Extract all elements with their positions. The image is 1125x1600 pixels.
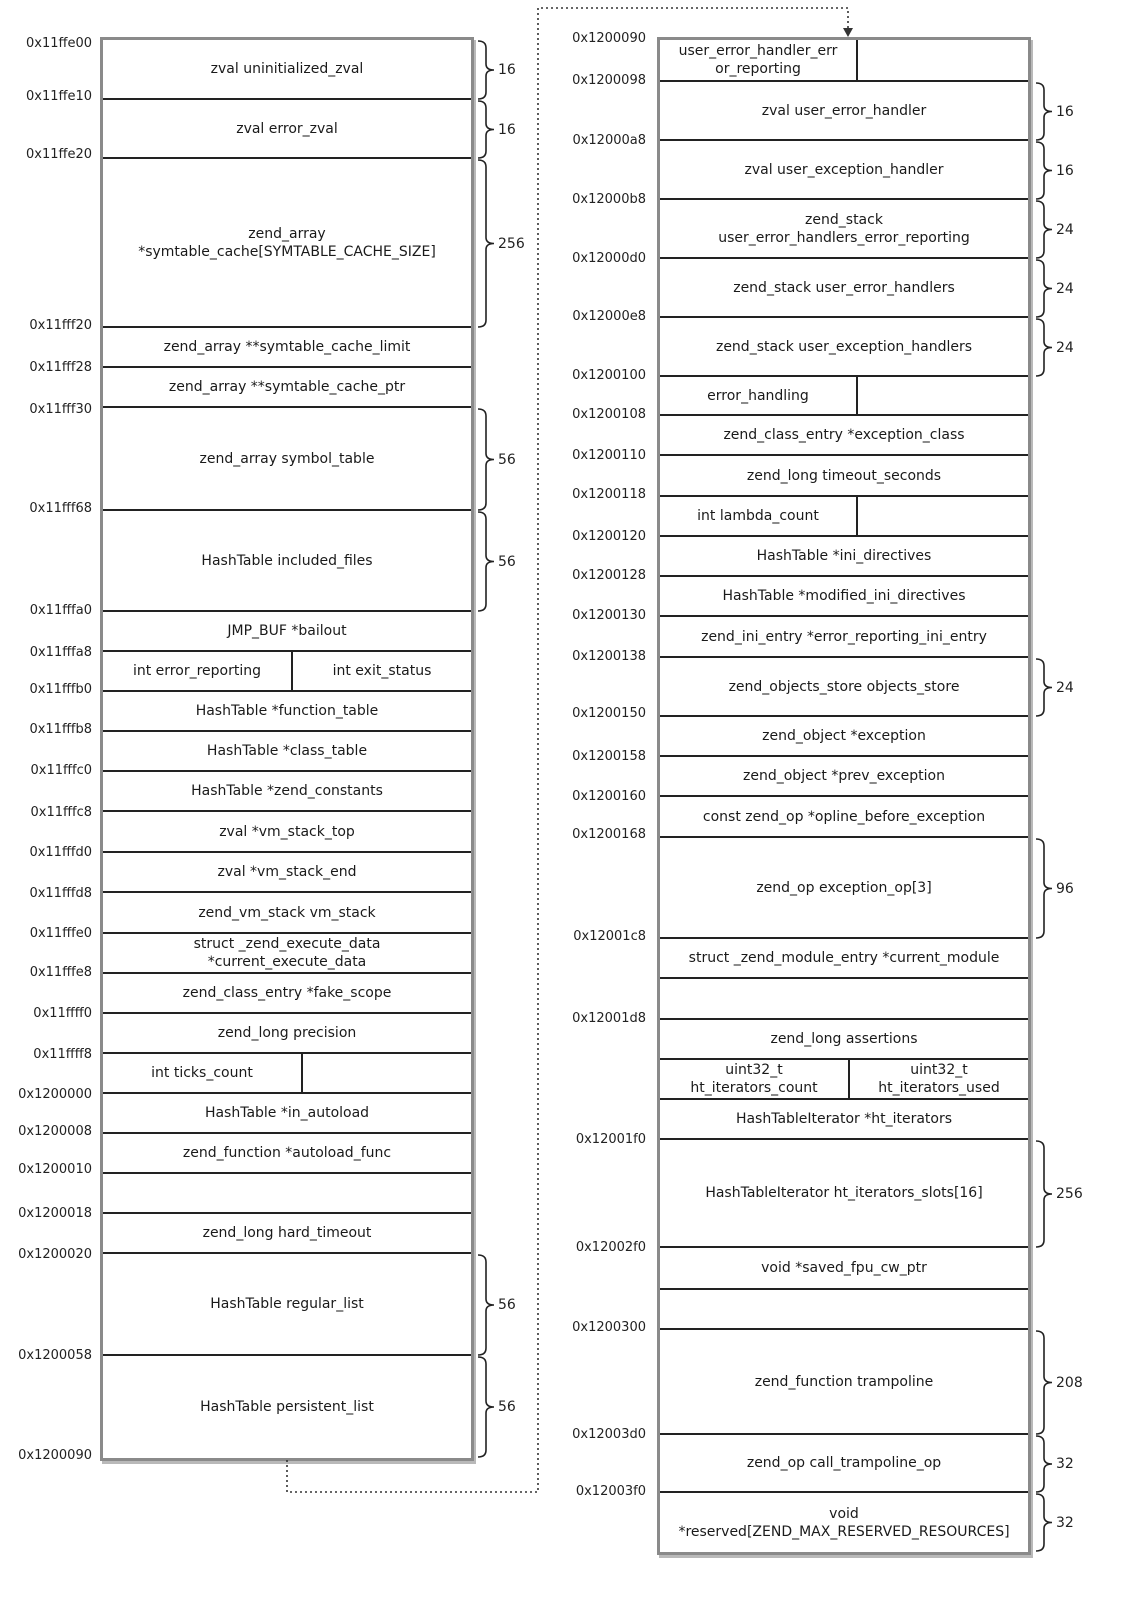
address-label: 0x1200118 bbox=[572, 487, 646, 502]
size-label: 16 bbox=[498, 121, 516, 138]
size-label: 208 bbox=[1056, 1374, 1083, 1391]
address-label: 0x1200098 bbox=[572, 73, 646, 88]
size-brace bbox=[1036, 839, 1052, 938]
size-label: 16 bbox=[498, 62, 516, 78]
size-label: 24 bbox=[1056, 339, 1074, 356]
field-label: zend_vm_stack vm_stack bbox=[198, 904, 376, 921]
size-label: 56 bbox=[498, 1399, 516, 1415]
address-label: 0x1200110 bbox=[572, 448, 646, 463]
size-label: 96 bbox=[1056, 880, 1074, 897]
address-label: 0x1200168 bbox=[572, 827, 646, 842]
address-label: 0x1200150 bbox=[572, 706, 646, 721]
field-label: zend_object *prev_exception bbox=[743, 768, 945, 784]
field-label: zend_stack user_error_handlers bbox=[733, 279, 955, 296]
size-brace bbox=[1036, 1331, 1052, 1434]
field-label: zend_array **symtable_cache_ptr bbox=[168, 379, 406, 395]
address-label: 0x11fffd0 bbox=[29, 845, 92, 860]
address-label: 0x1200160 bbox=[572, 789, 646, 804]
size-brace bbox=[1036, 1494, 1052, 1551]
field-label: int lambda_count bbox=[697, 508, 819, 524]
field-label: zend_function trampoline bbox=[754, 1373, 934, 1390]
field-label: JMP_BUF *bailout bbox=[227, 623, 347, 639]
field-label: zend_long assertions bbox=[770, 1031, 918, 1047]
size-label: 24 bbox=[1056, 280, 1074, 297]
field-label: zval *vm_stack_end bbox=[217, 864, 357, 880]
field-label: void *reserved[ZEND_MAX_RESERVED_RESOURCES] bbox=[678, 1505, 1010, 1540]
field-label: zend_array symbol_table bbox=[199, 450, 375, 467]
address-label: 0x11ffe20 bbox=[25, 147, 92, 162]
address-label: 0x11fffc8 bbox=[30, 805, 92, 820]
size-label: 24 bbox=[1056, 221, 1074, 238]
size-brace bbox=[478, 1357, 494, 1457]
field-label: zend_class_entry *exception_class bbox=[723, 427, 965, 443]
field-label: int ticks_count bbox=[151, 1065, 253, 1081]
address-label: 0x12000d0 bbox=[572, 251, 646, 266]
address-label: 0x1200000 bbox=[18, 1087, 92, 1102]
field-label: zend_op exception_op[3] bbox=[756, 879, 932, 896]
field-label: uint32_t ht_iterators_count bbox=[690, 1062, 818, 1096]
field-label: HashTable *modified_ini_directives bbox=[722, 588, 966, 604]
address-label: 0x11fff28 bbox=[29, 360, 92, 375]
field-label: zend_array **symtable_cache_limit bbox=[163, 339, 411, 355]
address-label: 0x1200018 bbox=[18, 1206, 92, 1221]
size-brace bbox=[1036, 659, 1052, 716]
size-label: 24 bbox=[1056, 679, 1074, 696]
address-label: 0x1200008 bbox=[18, 1124, 92, 1139]
address-label: 0x12001f0 bbox=[575, 1132, 646, 1147]
size-label: 56 bbox=[498, 1297, 516, 1313]
address-label: 0x11fff20 bbox=[29, 318, 92, 333]
address-label: 0x1200058 bbox=[18, 1348, 92, 1363]
field-label: HashTable *in_autoload bbox=[204, 1105, 370, 1121]
address-label: 0x11fffb8 bbox=[29, 722, 92, 737]
address-label: 0x12000e8 bbox=[572, 309, 646, 324]
address-label: 0x1200130 bbox=[572, 608, 646, 623]
field-label: HashTable *class_table bbox=[206, 743, 368, 759]
address-label: 0x12001c8 bbox=[573, 929, 646, 944]
field-label: void *saved_fpu_cw_ptr bbox=[761, 1260, 927, 1276]
address-label: 0x11fffb0 bbox=[29, 682, 92, 697]
size-label: 32 bbox=[1056, 1514, 1074, 1531]
field-label: zval uninitialized_zval bbox=[210, 61, 364, 77]
size-brace bbox=[1036, 1141, 1052, 1247]
field-label: zend_ini_entry *error_reporting_ini_entry bbox=[701, 628, 987, 645]
field-label: HashTable *ini_directives bbox=[756, 548, 932, 564]
field-label: struct _zend_module_entry *current_module bbox=[688, 950, 1000, 966]
address-label: 0x12001d8 bbox=[572, 1011, 646, 1026]
size-brace bbox=[1036, 83, 1052, 140]
field-label: HashTable *zend_constants bbox=[191, 783, 383, 799]
address-label: 0x1200090 bbox=[18, 1448, 92, 1463]
field-label: HashTable included_files bbox=[201, 552, 373, 569]
field-label: zend_array *symtable_cache[SYMTABLE_CACHE_SIZE] bbox=[138, 225, 436, 260]
arrow-down-icon bbox=[843, 28, 853, 37]
size-brace bbox=[1036, 319, 1052, 376]
field-label: HashTableIterator *ht_iterators bbox=[735, 1111, 953, 1127]
address-label: 0x11fff30 bbox=[29, 402, 92, 417]
field-label: HashTable persistent_list bbox=[200, 1399, 374, 1415]
address-label: 0x11fffc0 bbox=[30, 763, 92, 778]
address-label: 0x12003f0 bbox=[575, 1484, 646, 1499]
size-brace bbox=[478, 160, 494, 327]
field-label: user_error_handler_err or_reporting bbox=[678, 43, 838, 77]
address-label: 0x11fffa0 bbox=[29, 603, 92, 618]
address-label: 0x11fffe8 bbox=[29, 965, 92, 980]
address-label: 0x11ffff8 bbox=[33, 1047, 92, 1062]
field-label: zval *vm_stack_top bbox=[219, 823, 355, 840]
size-brace bbox=[478, 41, 494, 99]
size-brace bbox=[478, 512, 494, 611]
size-label: 56 bbox=[498, 553, 516, 570]
size-brace bbox=[1036, 260, 1052, 317]
address-label: 0x12002f0 bbox=[575, 1240, 646, 1255]
size-label: 16 bbox=[1056, 103, 1074, 120]
size-label: 16 bbox=[1056, 162, 1074, 179]
address-label: 0x1200300 bbox=[572, 1320, 646, 1335]
field-label: zend_long hard_timeout bbox=[202, 1225, 372, 1241]
field-label: error_handling bbox=[707, 387, 809, 404]
continuation-connector bbox=[287, 8, 848, 1492]
size-brace bbox=[478, 1255, 494, 1355]
address-label: 0x1200120 bbox=[572, 529, 646, 544]
field-label: zval user_error_handler bbox=[761, 102, 927, 119]
address-label: 0x1200128 bbox=[572, 568, 646, 583]
size-label: 56 bbox=[498, 451, 516, 468]
address-label: 0x11fff68 bbox=[29, 501, 92, 516]
field-label: zend_op call_trampoline_op bbox=[746, 1455, 942, 1471]
address-label: 0x11ffff0 bbox=[33, 1006, 92, 1021]
size-brace bbox=[1036, 1436, 1052, 1492]
address-label: 0x1200100 bbox=[572, 368, 646, 383]
address-label: 0x1200158 bbox=[572, 749, 646, 764]
field-label: zend_class_entry *fake_scope bbox=[182, 985, 392, 1001]
field-label: HashTable *function_table bbox=[195, 703, 379, 719]
address-label: 0x1200108 bbox=[572, 407, 646, 422]
field-label: struct _zend_execute_data *current_execute_data bbox=[193, 936, 381, 970]
field-label: zend_long timeout_seconds bbox=[746, 467, 942, 484]
field-label: HashTableIterator ht_iterators_slots[16] bbox=[705, 1185, 983, 1201]
size-label: 256 bbox=[498, 235, 525, 252]
address-label: 0x1200020 bbox=[18, 1247, 92, 1262]
address-label: 0x12003d0 bbox=[572, 1427, 646, 1442]
address-label: 0x1200010 bbox=[18, 1162, 92, 1177]
field-label: uint32_t ht_iterators_used bbox=[848, 1060, 1028, 1098]
field-label: int error_reporting bbox=[132, 663, 261, 679]
address-label: 0x12000a8 bbox=[572, 133, 646, 148]
field-label: zend_stack user_exception_handlers bbox=[715, 338, 973, 355]
size-label: 256 bbox=[1056, 1186, 1083, 1202]
size-label: 32 bbox=[1056, 1456, 1074, 1472]
field-label: const zend_op *opline_before_exception bbox=[702, 808, 986, 825]
address-label: 0x11ffe00 bbox=[25, 36, 92, 51]
field-label: zend_long precision bbox=[217, 1025, 357, 1041]
address-label: 0x11fffd8 bbox=[29, 886, 92, 901]
size-brace bbox=[1036, 201, 1052, 258]
field-label: zval error_zval bbox=[236, 120, 338, 137]
address-label: 0x1200090 bbox=[572, 31, 646, 46]
address-label: 0x11ffe10 bbox=[25, 89, 92, 104]
field-label: zend_objects_store objects_store bbox=[728, 678, 960, 695]
size-brace bbox=[1036, 142, 1052, 199]
field-label: zval user_exception_handler bbox=[744, 161, 944, 178]
address-label: 0x12000b8 bbox=[572, 192, 646, 207]
field-label: int exit_status bbox=[291, 652, 471, 690]
size-brace bbox=[478, 409, 494, 510]
address-label: 0x11fffe0 bbox=[29, 926, 92, 941]
address-label: 0x11fffa8 bbox=[29, 645, 92, 660]
field-label: HashTable regular_list bbox=[210, 1296, 364, 1312]
field-label: zend_function *autoload_func bbox=[182, 1145, 392, 1161]
address-label: 0x1200138 bbox=[572, 649, 646, 664]
size-brace bbox=[478, 101, 494, 158]
field-label: zend_stack user_error_handlers_error_reporting bbox=[718, 211, 970, 246]
field-label: zend_object *exception bbox=[762, 728, 926, 744]
